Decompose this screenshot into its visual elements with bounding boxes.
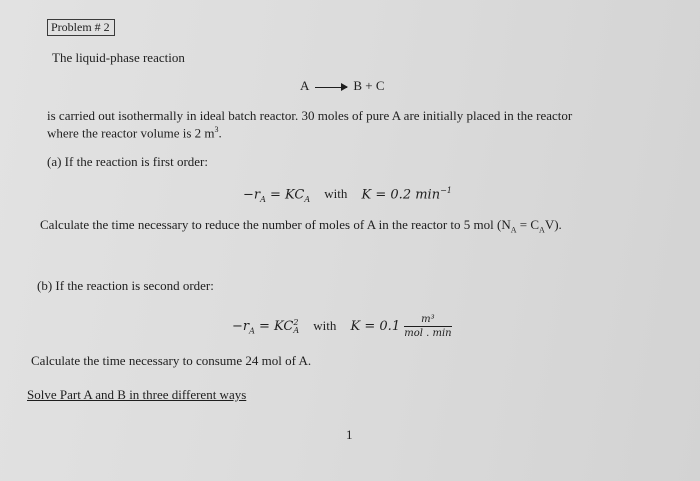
description-period: . bbox=[218, 125, 222, 141]
na-sub: A bbox=[510, 225, 517, 235]
part-a-question-end: V). bbox=[544, 217, 562, 232]
rate-rhs: = KC bbox=[265, 187, 305, 203]
products: B + C bbox=[353, 78, 385, 93]
instruction: Solve Part A and B in three different ways bbox=[27, 387, 247, 402]
with-word: with bbox=[313, 318, 337, 333]
k-unit-numerator: m³ bbox=[404, 314, 451, 327]
part-a-question-text: Calculate the time necessary to reduce the number of moles of A in the reactor to 5 mol (N bbox=[40, 217, 511, 232]
k-unit-denominator: mol . min bbox=[404, 328, 452, 339]
page-number: 1 bbox=[346, 427, 353, 442]
part-b-heading: (b) If the reaction is second order: bbox=[37, 278, 214, 293]
reaction-arrow-icon bbox=[315, 87, 347, 88]
problem-label: Problem # 2 bbox=[47, 19, 115, 36]
part-a-question bbox=[40, 217, 562, 235]
part-b-question: Calculate the time necessary to consume 24 mol of A. bbox=[31, 353, 312, 368]
ca-sub: A bbox=[539, 225, 545, 235]
description-line-2 bbox=[47, 125, 222, 141]
rate-lhs: −r bbox=[243, 187, 261, 203]
rate-rhs-sub: A bbox=[293, 325, 300, 335]
rate-lhs: −r bbox=[232, 319, 250, 334]
k-exponent: −1 bbox=[440, 186, 452, 195]
k-unit-fraction bbox=[404, 314, 451, 339]
with-word: with bbox=[324, 186, 348, 202]
rate-lhs-sub: A bbox=[249, 326, 255, 336]
reactant: A bbox=[300, 78, 310, 93]
description-line-1: is carried out isothermally in ideal batch reactor. 30 moles of pure A are initially placed in the reactor bbox=[47, 108, 573, 123]
part-a-rate-equation bbox=[243, 186, 452, 204]
rate-lhs-sub: A bbox=[260, 194, 266, 204]
rate-rhs-sub: A bbox=[304, 194, 311, 204]
part-b-rate-equation bbox=[232, 314, 452, 339]
part-a-heading: (a) If the reaction is first order: bbox=[47, 154, 208, 169]
k-value: K = 0.1 bbox=[350, 319, 401, 334]
volume-exponent: 3 bbox=[214, 125, 219, 134]
part-a-question-mid: = C bbox=[516, 217, 540, 232]
reaction-equation bbox=[300, 78, 385, 94]
k-value: K = 0.2 min bbox=[361, 187, 441, 203]
description-volume: where the reactor volume is 2 m bbox=[47, 125, 215, 141]
rate-rhs: = KC bbox=[254, 319, 294, 334]
rate-exponent: 2 bbox=[293, 317, 299, 327]
intro-text: The liquid-phase reaction bbox=[52, 50, 185, 65]
